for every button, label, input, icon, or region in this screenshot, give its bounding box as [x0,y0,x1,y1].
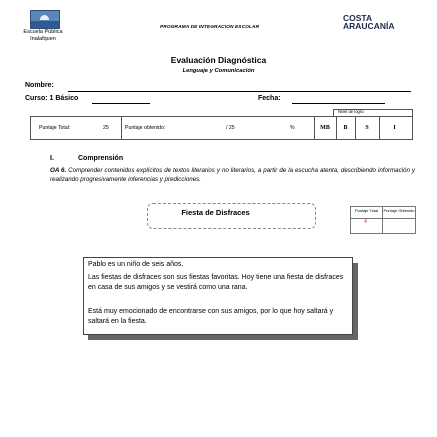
section-number: I. [50,155,54,162]
story-paragraph-3: Está muy emocionado de encontrarse con sus amigos, por lo que hoy saltará y saltará en la fiesta. [88,308,334,325]
grade-i: I [393,125,396,131]
fecha-label: Fecha: [258,95,281,102]
nivel-logro-label: Nivel de logro [338,109,364,114]
school-logo [30,10,60,29]
reading-title: Fiesta de Disfraces [181,208,250,217]
evaluation-subtitle: Lenguaje y Comunicación [182,68,255,74]
school-name [12,29,74,43]
points-obtained-header: Puntaje Obtenido [383,208,415,213]
points-total-value: 4 [364,219,367,225]
curso-underline [92,103,150,104]
story-paragraph-1: Pablo es un niño de seis años. [88,261,184,268]
story-paragraph-2: Las fiestas de disfraces son sus fiestas favoritas. Hoy tiene una fiesta de disfraces en casa de sus amigos y se vestirá como una rana. [88,274,344,291]
oa-objective [50,166,415,184]
puntaje-total-label: Puntaje Total: [39,125,71,131]
nombre-label: Nombre: [25,82,54,89]
puntaje-obtenido-value: / 25 [226,125,235,131]
percent-symbol: % [290,125,295,131]
grade-mb: MB [320,125,330,131]
oa-description: Comprender contenidos explícitos de textos literarios y no literarios, a partir de la escucha atenta, describiendo información y realizando progresivamente inferencias y predicciones. [50,167,415,183]
oa-label: OA 6. [50,167,67,174]
school-name-line2: Inalafquen [30,36,56,42]
points-total-header: Puntaje Total [354,208,379,213]
nombre-field[interactable] [68,91,411,92]
puntaje-obtenido-label: Puntaje obtenido: [125,125,166,131]
puntaje-total-value: 25 [103,125,109,131]
section-title: Comprensión [78,155,124,162]
grade-b: B [343,125,348,131]
costa-araucania-logo [343,14,394,30]
fecha-field[interactable] [292,103,385,104]
curso-label: Curso: 1 Básico [25,95,79,102]
brand-line1: COSTA [343,13,373,23]
score-table [30,116,413,140]
school-name-line1: Escuela Pública [23,29,63,35]
program-title: PROGRAMA DE INTEGRACION ESCOLAR [160,25,260,30]
grade-s: S [365,125,369,131]
brand-line2: ARAUCANÍA [343,21,395,31]
evaluation-title: Evaluación Diagnóstica [170,55,267,65]
